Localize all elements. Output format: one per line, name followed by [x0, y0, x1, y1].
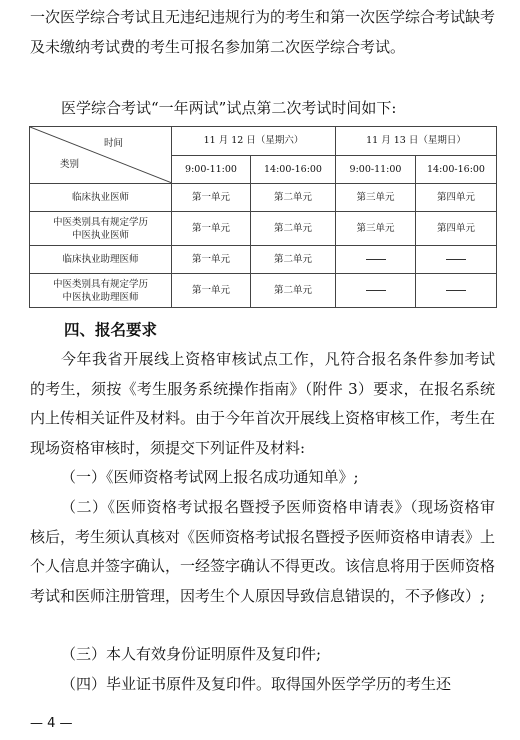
list-item-1: （一）《医师资格考试网上报名成功通知单》;	[61, 468, 359, 486]
corner-category-label: 类别	[60, 159, 80, 170]
requirements-paragraph: 今年我省开展线上资格审核试点工作，凡符合报名条件参加考试的考生，须按《考生服务系统操作指南》（附件 3）要求，在报名系统内上传相关证件及材料。由于今年首次开展线上资格审核工作，考生在现场资格审核时，须提交下列证件及材料:	[30, 350, 496, 457]
list-item-2: （二）《医师资格考试报名暨授予医师资格申请表》（现场资格审核后，考生须认真核对《医师资格考试报名暨授予医师资格申请表》上个人信息并签字确认，一经签字确认不得更改。该信息将用于医师资格考试和医师注册管理，因考生个人原因导致信息错误的，不予修改）;	[30, 498, 496, 605]
unit-cell: 第一单元	[172, 212, 251, 246]
session-header: 9:00-11:00	[172, 155, 251, 184]
dash-mark	[446, 290, 466, 291]
session-header: 14:00-16:00	[251, 155, 336, 184]
unit-cell: 第三单元	[336, 212, 416, 246]
category-cell	[30, 274, 172, 308]
empty-cell	[416, 274, 497, 308]
corner-time-label: 时间	[103, 138, 123, 149]
category-line: 中医类别具有规定学历	[52, 278, 148, 290]
category-cell: 临床执业助理医师	[30, 246, 172, 274]
unit-cell: 第一单元	[172, 274, 251, 308]
page-number: — 4 —	[30, 716, 73, 731]
category-line: 中医类别具有规定学历	[52, 216, 148, 228]
empty-cell	[336, 246, 416, 274]
empty-cell	[336, 274, 416, 308]
table-row	[30, 246, 497, 274]
unit-cell: 第四单元	[416, 184, 497, 212]
unit-cell: 第二单元	[251, 212, 336, 246]
session-header: 14:00-16:00	[416, 155, 497, 184]
unit-cell: 第三单元	[336, 184, 416, 212]
category-cell	[30, 212, 172, 246]
schedule-intro: 医学综合考试“一年两试”试点第二次考试时间如下:	[61, 99, 397, 117]
session-header: 9:00-11:00	[336, 155, 416, 184]
unit-cell: 第二单元	[251, 184, 336, 212]
dash-mark	[366, 259, 386, 260]
dash-mark	[446, 259, 466, 260]
category-line: 中医执业医师	[71, 229, 129, 241]
unit-cell: 第一单元	[172, 184, 251, 212]
unit-cell: 第一单元	[172, 246, 251, 274]
date-header-day1: 11 月 12 日（星期六）	[172, 127, 336, 156]
empty-cell	[416, 246, 497, 274]
section-heading: 四、报名要求	[64, 321, 158, 339]
unit-cell: 第二单元	[251, 246, 336, 274]
list-item-3: （三）本人有效身份证明原件及复印件;	[61, 645, 322, 663]
exam-schedule-table	[29, 126, 497, 308]
table-row	[30, 184, 497, 212]
category-cell: 临床执业医师	[30, 184, 172, 212]
list-item-4: （四）毕业证书原件及复印件。取得国外医学学历的考生还	[61, 675, 452, 693]
category-line: 中医执业助理医师	[62, 291, 139, 303]
date-header-day2: 11 月 13 日（星期日）	[336, 127, 497, 156]
table-row	[30, 212, 497, 246]
corner-diagonal	[30, 127, 172, 183]
unit-cell: 第二单元	[251, 274, 336, 308]
intro-paragraph: 一次医学综合考试且无违纪违规行为的考生和第一次医学综合考试缺考及未缴纳考试费的考生可报名参加第二次医学综合考试。	[30, 8, 496, 56]
unit-cell: 第四单元	[416, 212, 497, 246]
dash-mark	[366, 290, 386, 291]
table-row	[30, 274, 497, 308]
table-corner-cell	[30, 127, 172, 184]
